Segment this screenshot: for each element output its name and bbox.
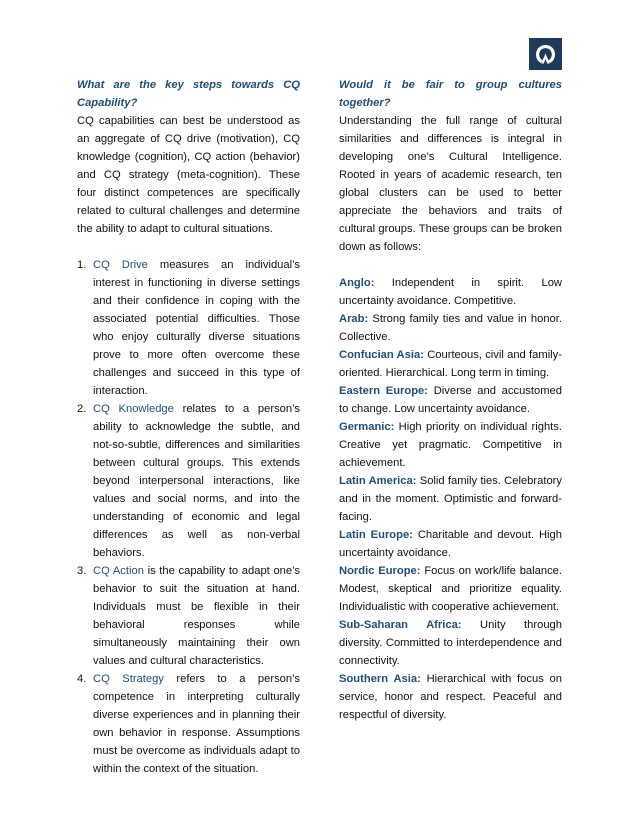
left-heading: What are the key steps towards CQ Capability? xyxy=(77,79,300,109)
cluster-item: Confucian Asia: Courteous, civil and family-oriented. Hierarchical. Long term in timing. xyxy=(339,349,562,379)
cq-steps-list xyxy=(77,256,300,778)
cluster-item: Latin America: Solid family ties. Celebratory and in the moment. Optimistic and forward-facing. xyxy=(339,475,563,523)
list-item: 4. CQ Strategy refers to a person’s competence in interpreting culturally diverse experiences and in planning their own behavior in response. Assumptions must be overcome as individuals adapt to within the context of the situation. xyxy=(77,673,300,775)
right-column xyxy=(339,76,562,724)
left-column xyxy=(77,76,300,778)
list-item: 2. CQ Knowledge relates to a person’s ability to acknowledge the subtle, and not-so-subtle, differences and similarities between cultural groups. This extends beyond interpersonal interactions, like values and social norms, and into the understanding of economic and legal differences as well as non-verbal behaviors. xyxy=(77,403,300,559)
term-cq-drive: CQ Drive xyxy=(93,259,148,271)
cluster-item: Germanic: High priority on individual rights. Creative yet pragmatic. Competitive in achievement. xyxy=(339,421,562,469)
list-item: 1. CQ Drive measures an individual’s interest in functioning in diverse settings and their confidence in coping with the associated potential difficulties. Those who enjoy culturally diverse situations prove to more often overcome these challenges and succeed in this type of interaction. xyxy=(77,259,300,397)
cluster-item: Eastern Europe: Diverse and accustomed to change. Low uncertainty avoidance. xyxy=(339,385,562,415)
cluster-item: Arab: Strong family ties and value in honor. Collective. xyxy=(339,313,562,343)
list-item: 3. CQ Action is the capability to adapt one’s behavior to suit the situation at hand. Individuals must be flexible in their behavioral responses while simultaneously maintaining their own values and cultural characteristics. xyxy=(77,565,300,667)
term-cq-strategy: CQ Strategy xyxy=(93,673,164,685)
left-intro: CQ capabilities can best be understood as an aggregate of CQ drive (motivation), CQ knowledge (cognition), CQ action (behavior) and CQ strategy (meta-cognition). These four distinct competences are specifically related to cultural challenges and determine the ability to adapt to cultural situations. xyxy=(77,115,300,235)
term-cq-knowledge: CQ Knowledge xyxy=(93,403,174,415)
brand-logo xyxy=(529,38,562,70)
cluster-item: Latin Europe: Charitable and devout. High uncertainty avoidance. xyxy=(339,529,562,559)
term-cq-action: CQ Action xyxy=(93,565,144,577)
cluster-item: Southern Asia: Hierarchical with focus on service, honor and respect. Peaceful and respectful of diversity. xyxy=(339,673,562,721)
cluster-item: Sub-Saharan Africa: Unity through diversity. Committed to interdependence and connectivity. xyxy=(339,619,562,667)
cluster-item: Anglo: Independent in spirit. Low uncertainty avoidance. Competitive. xyxy=(339,277,562,307)
brand-logo-icon xyxy=(529,38,562,70)
right-intro: Understanding the full range of cultural similarities and differences is integral in developing one’s Cultural Intelligence. Rooted in years of academic research, ten global clusters can be used to better appreciate the behaviors and traits of cultural groups. These groups can be broken down as follows: xyxy=(339,115,562,253)
right-heading: Would it be fair to group cultures together? xyxy=(339,79,562,109)
cluster-item: Nordic Europe: Focus on work/life balance. Modest, skeptical and prioritize equality. Individualistic with cooperative achievement. xyxy=(339,565,562,613)
